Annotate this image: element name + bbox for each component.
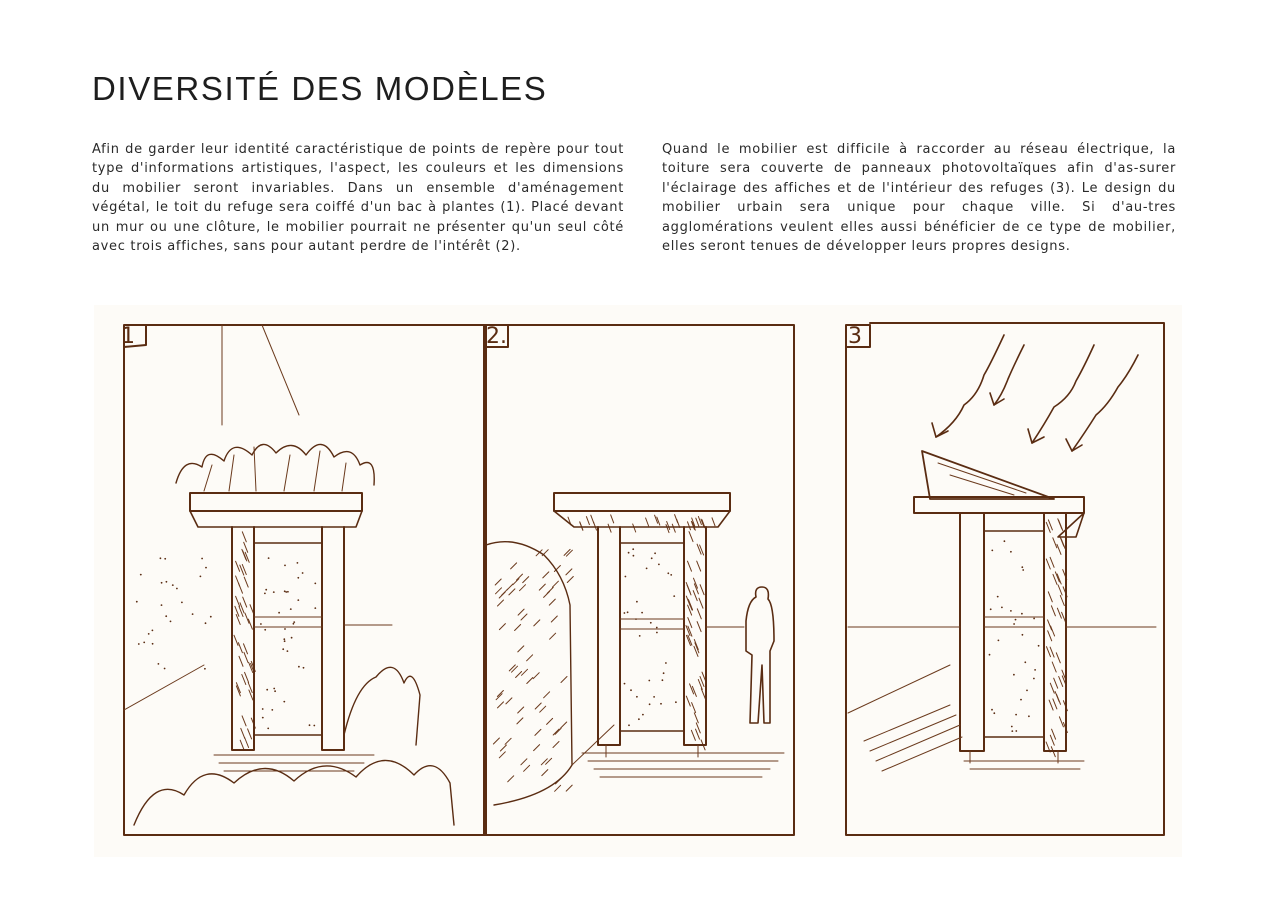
sketch-panel-3 <box>846 323 1164 835</box>
sketch-illustration <box>94 305 1182 857</box>
sketch-panel-2 <box>484 324 794 835</box>
page-title: DIVERSITÉ DES MODÈLES <box>92 70 548 107</box>
sketch-panel-1 <box>121 324 486 835</box>
paragraph-right: Quand le mobilier est difficile à raccorder au réseau électrique, la toiture sera couverte de panneaux photovoltaïques afin d'as-surer l'éclairage des affiches et de l'intérieur des refuges (3). Le design du mobilier urbain sera unique pour chaque ville. Si d'au-tres agglomérations veulent elles aussi bénéficier de ce type de mobilier, elles seront tenues de développer leurs propres designs. <box>662 142 1176 255</box>
sketch-number-1: 1 <box>121 324 135 349</box>
sketch-number-2: 2. <box>486 324 507 349</box>
sketch-svg <box>94 305 1182 857</box>
sketch-number-3: 3 <box>848 324 862 349</box>
paragraph-left: Afin de garder leur identité caractéristique de points de repère pour tout type d'informations artistiques, l'aspect, les couleurs et les dimensions du mobilier seront invariables. Dans un ensemble d'aménagement végétal, le toit du refuge sera coiffé d'un bac à plantes (1). Placé devant un mur ou une clôture, le mobilier pourrait ne présenter qu'un seul côté avec trois affiches, sans pour autant perdre de l'intérêt (2). <box>92 142 624 255</box>
